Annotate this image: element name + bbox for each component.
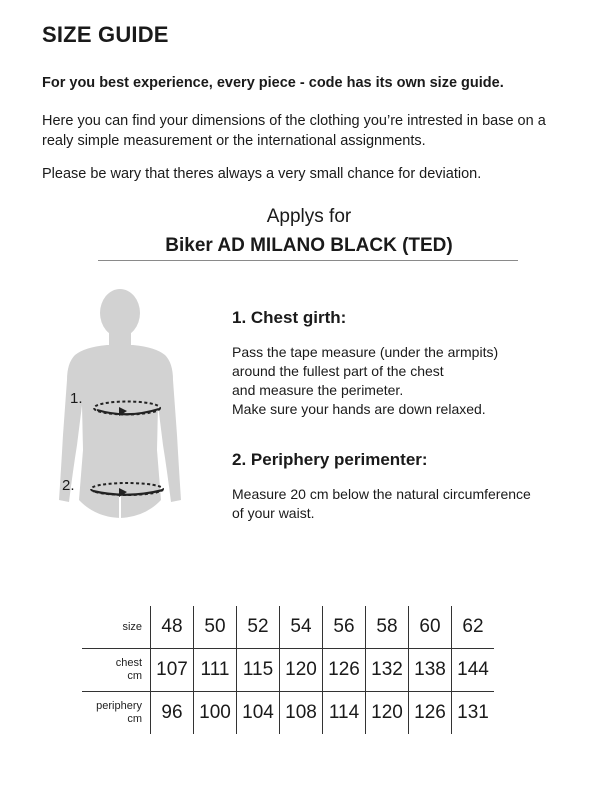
table-cell: 126	[323, 649, 366, 692]
table-cell: 120	[366, 692, 409, 735]
table-cell: 56	[323, 606, 366, 649]
table-cell: 58	[366, 606, 409, 649]
table-cell: 132	[366, 649, 409, 692]
product-name: Biker AD MILANO BLACK (TED)	[165, 235, 453, 256]
table-cell: 108	[280, 692, 323, 735]
table-cell: 62	[452, 606, 495, 649]
chest-instruction-line: around the fullest part of the chest	[232, 363, 444, 379]
size-table	[82, 606, 494, 734]
chest-instruction-line: Pass the tape measure (under the armpits)	[232, 344, 499, 360]
row-label: size	[82, 606, 151, 649]
table-cell: 138	[409, 649, 452, 692]
table-cell: 115	[237, 649, 280, 692]
table-cell: 131	[452, 692, 495, 735]
table-row-size	[82, 606, 494, 649]
table-cell: 60	[409, 606, 452, 649]
periphery-instruction-line: Measure 20 cm below the natural circumference	[232, 486, 531, 502]
chest-instructions	[232, 343, 572, 419]
periphery-instruction-line: of your waist.	[232, 505, 315, 521]
row-label: chest cm	[82, 649, 151, 692]
deviation-note: Please be wary that theres always a very small chance for deviation.	[42, 166, 482, 182]
table-cell: 54	[280, 606, 323, 649]
table-cell: 104	[237, 692, 280, 735]
table-row-periphery	[82, 692, 494, 735]
table-cell: 107	[151, 649, 194, 692]
chest-marker-label: 1.	[70, 390, 83, 407]
page-title: SIZE GUIDE	[42, 22, 169, 47]
divider	[98, 260, 518, 261]
table-cell: 52	[237, 606, 280, 649]
table-cell: 126	[409, 692, 452, 735]
table-row-chest	[82, 649, 494, 692]
chest-instruction-line: Make sure your hands are down relaxed.	[232, 401, 486, 417]
chest-instruction-line: and measure the perimeter.	[232, 382, 404, 398]
periphery-instructions	[232, 485, 572, 523]
table-cell: 144	[452, 649, 495, 692]
table-cell: 50	[194, 606, 237, 649]
table-cell: 48	[151, 606, 194, 649]
table-cell: 120	[280, 649, 323, 692]
chest-heading: 1. Chest girth:	[232, 308, 347, 327]
periphery-marker-label: 2.	[62, 477, 75, 494]
table-cell: 100	[194, 692, 237, 735]
intro-text: For you best experience, every piece - code has its own size guide.	[42, 75, 504, 91]
row-label: periphery cm	[96, 700, 142, 725]
description-text: Here you can find your dimensions of the clothing you’re intrested in base on a realy simple measurement or the international assignments.	[42, 113, 546, 149]
periphery-heading: 2. Periphery perimenter:	[232, 450, 428, 469]
table-cell: 111	[194, 649, 237, 692]
table-cell: 96	[151, 692, 194, 735]
table-cell: 114	[323, 692, 366, 735]
applies-label: Applys for	[266, 206, 352, 227]
